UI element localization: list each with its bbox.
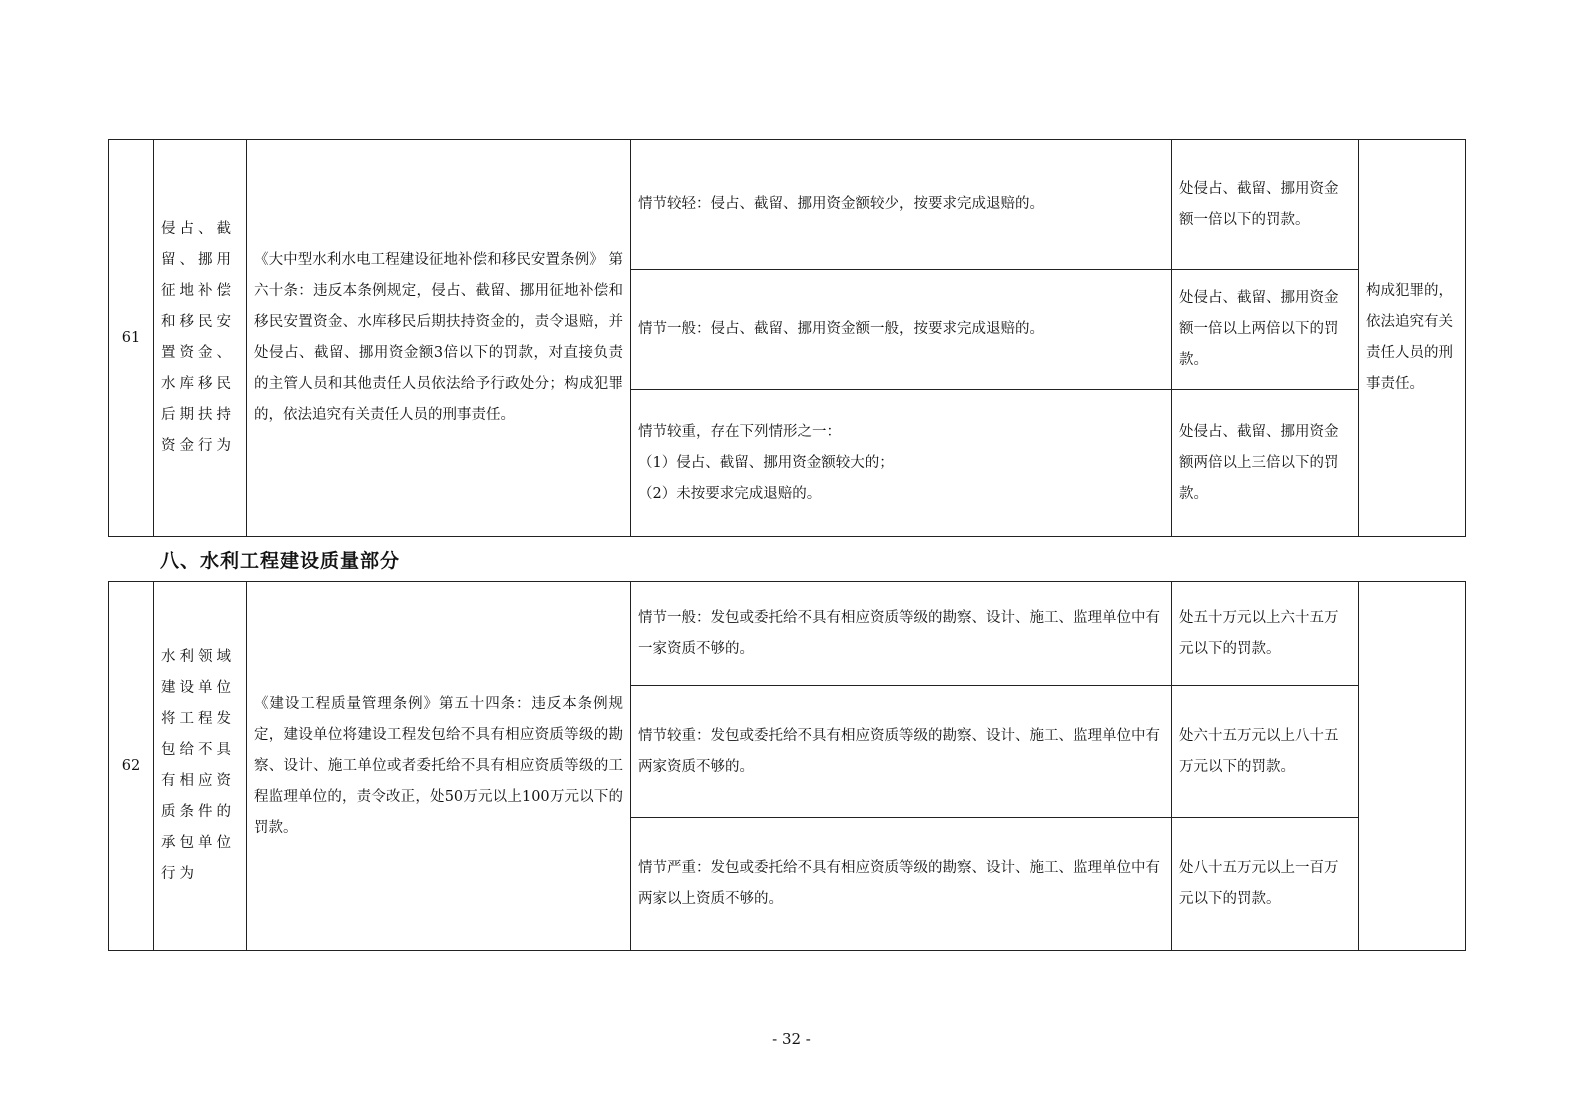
remark-cell: 构成犯罪的，依法追究有关责任人员的刑事责任。 [1359,140,1466,537]
circumstance-cell: 情节较轻：侵占、截留、挪用资金额较少，按要求完成退赔的。 [631,140,1172,270]
penalty-cell: 处侵占、截留、挪用资金额两倍以上三倍以下的罚款。 [1172,390,1359,537]
circumstance-cell: 情节较重：发包或委托给不具有相应资质等级的勘察、设计、施工、监理单位中有两家资质不够的。 [631,686,1172,818]
circumstance-line: 情节较重，存在下列情形之一： [638,423,841,440]
circumstance-line: （1）侵占、截留、挪用资金额较大的； [638,454,894,471]
penalty-table-61 [108,139,1466,537]
legal-basis: 《建设工程质量管理条例》第五十四条：违反本条例规定，建设单位将建设工程发包给不具有相应资质等级的勘察、设计、施工单位或者委托给不具有相应资质等级的工程监理单位的，责令改正，处50万元以上100万元以下的罚款。 [247,582,631,951]
circumstance-line: （2）未按要求完成退赔的。 [638,485,822,502]
circumstance-cell [631,390,1172,537]
circumstance-cell: 情节一般：发包或委托给不具有相应资质等级的勘察、设计、施工、监理单位中有一家资质不够的。 [631,582,1172,686]
violation-behavior: 水利领域建设单位将工程发包给不具有相应资质条件的承包单位行为 [154,582,247,951]
item-number: 61 [109,140,154,537]
page-number: - 32 - [772,1030,811,1048]
penalty-cell: 处侵占、截留、挪用资金额一倍以下的罚款。 [1172,140,1359,270]
legal-basis: 《大中型水利水电工程建设征地补偿和移民安置条例》 第六十条：违反本条例规定，侵占、截留、挪用征地补偿和移民安置资金、水库移民后期扶持资金的，责令退赔，并处侵占、截留、挪用资金额3倍以下的罚款，对直接负责的主管人员和其他责任人员依法给予行政处分；构成犯罪的，依法追究有关责任人员的刑事责任。 [247,140,631,537]
penalty-table-62 [108,581,1466,951]
item-number: 62 [109,582,154,951]
circumstance-cell: 情节一般：侵占、截留、挪用资金额一般，按要求完成退赔的。 [631,270,1172,390]
penalty-cell: 处六十五万元以上八十五万元以下的罚款。 [1172,686,1359,818]
penalty-cell: 处八十五万元以上一百万元以下的罚款。 [1172,818,1359,951]
remark-cell [1359,582,1466,951]
penalty-cell: 处五十万元以上六十五万元以下的罚款。 [1172,582,1359,686]
penalty-cell: 处侵占、截留、挪用资金额一倍以上两倍以下的罚款。 [1172,270,1359,390]
circumstance-cell: 情节严重：发包或委托给不具有相应资质等级的勘察、设计、施工、监理单位中有两家以上资质不够的。 [631,818,1172,951]
violation-behavior: 侵占、截留、挪用征地补偿和移民安置资金、水库移民后期扶持资金行为 [154,140,247,537]
section-title: 八、水利工程建设质量部分 [160,550,401,572]
